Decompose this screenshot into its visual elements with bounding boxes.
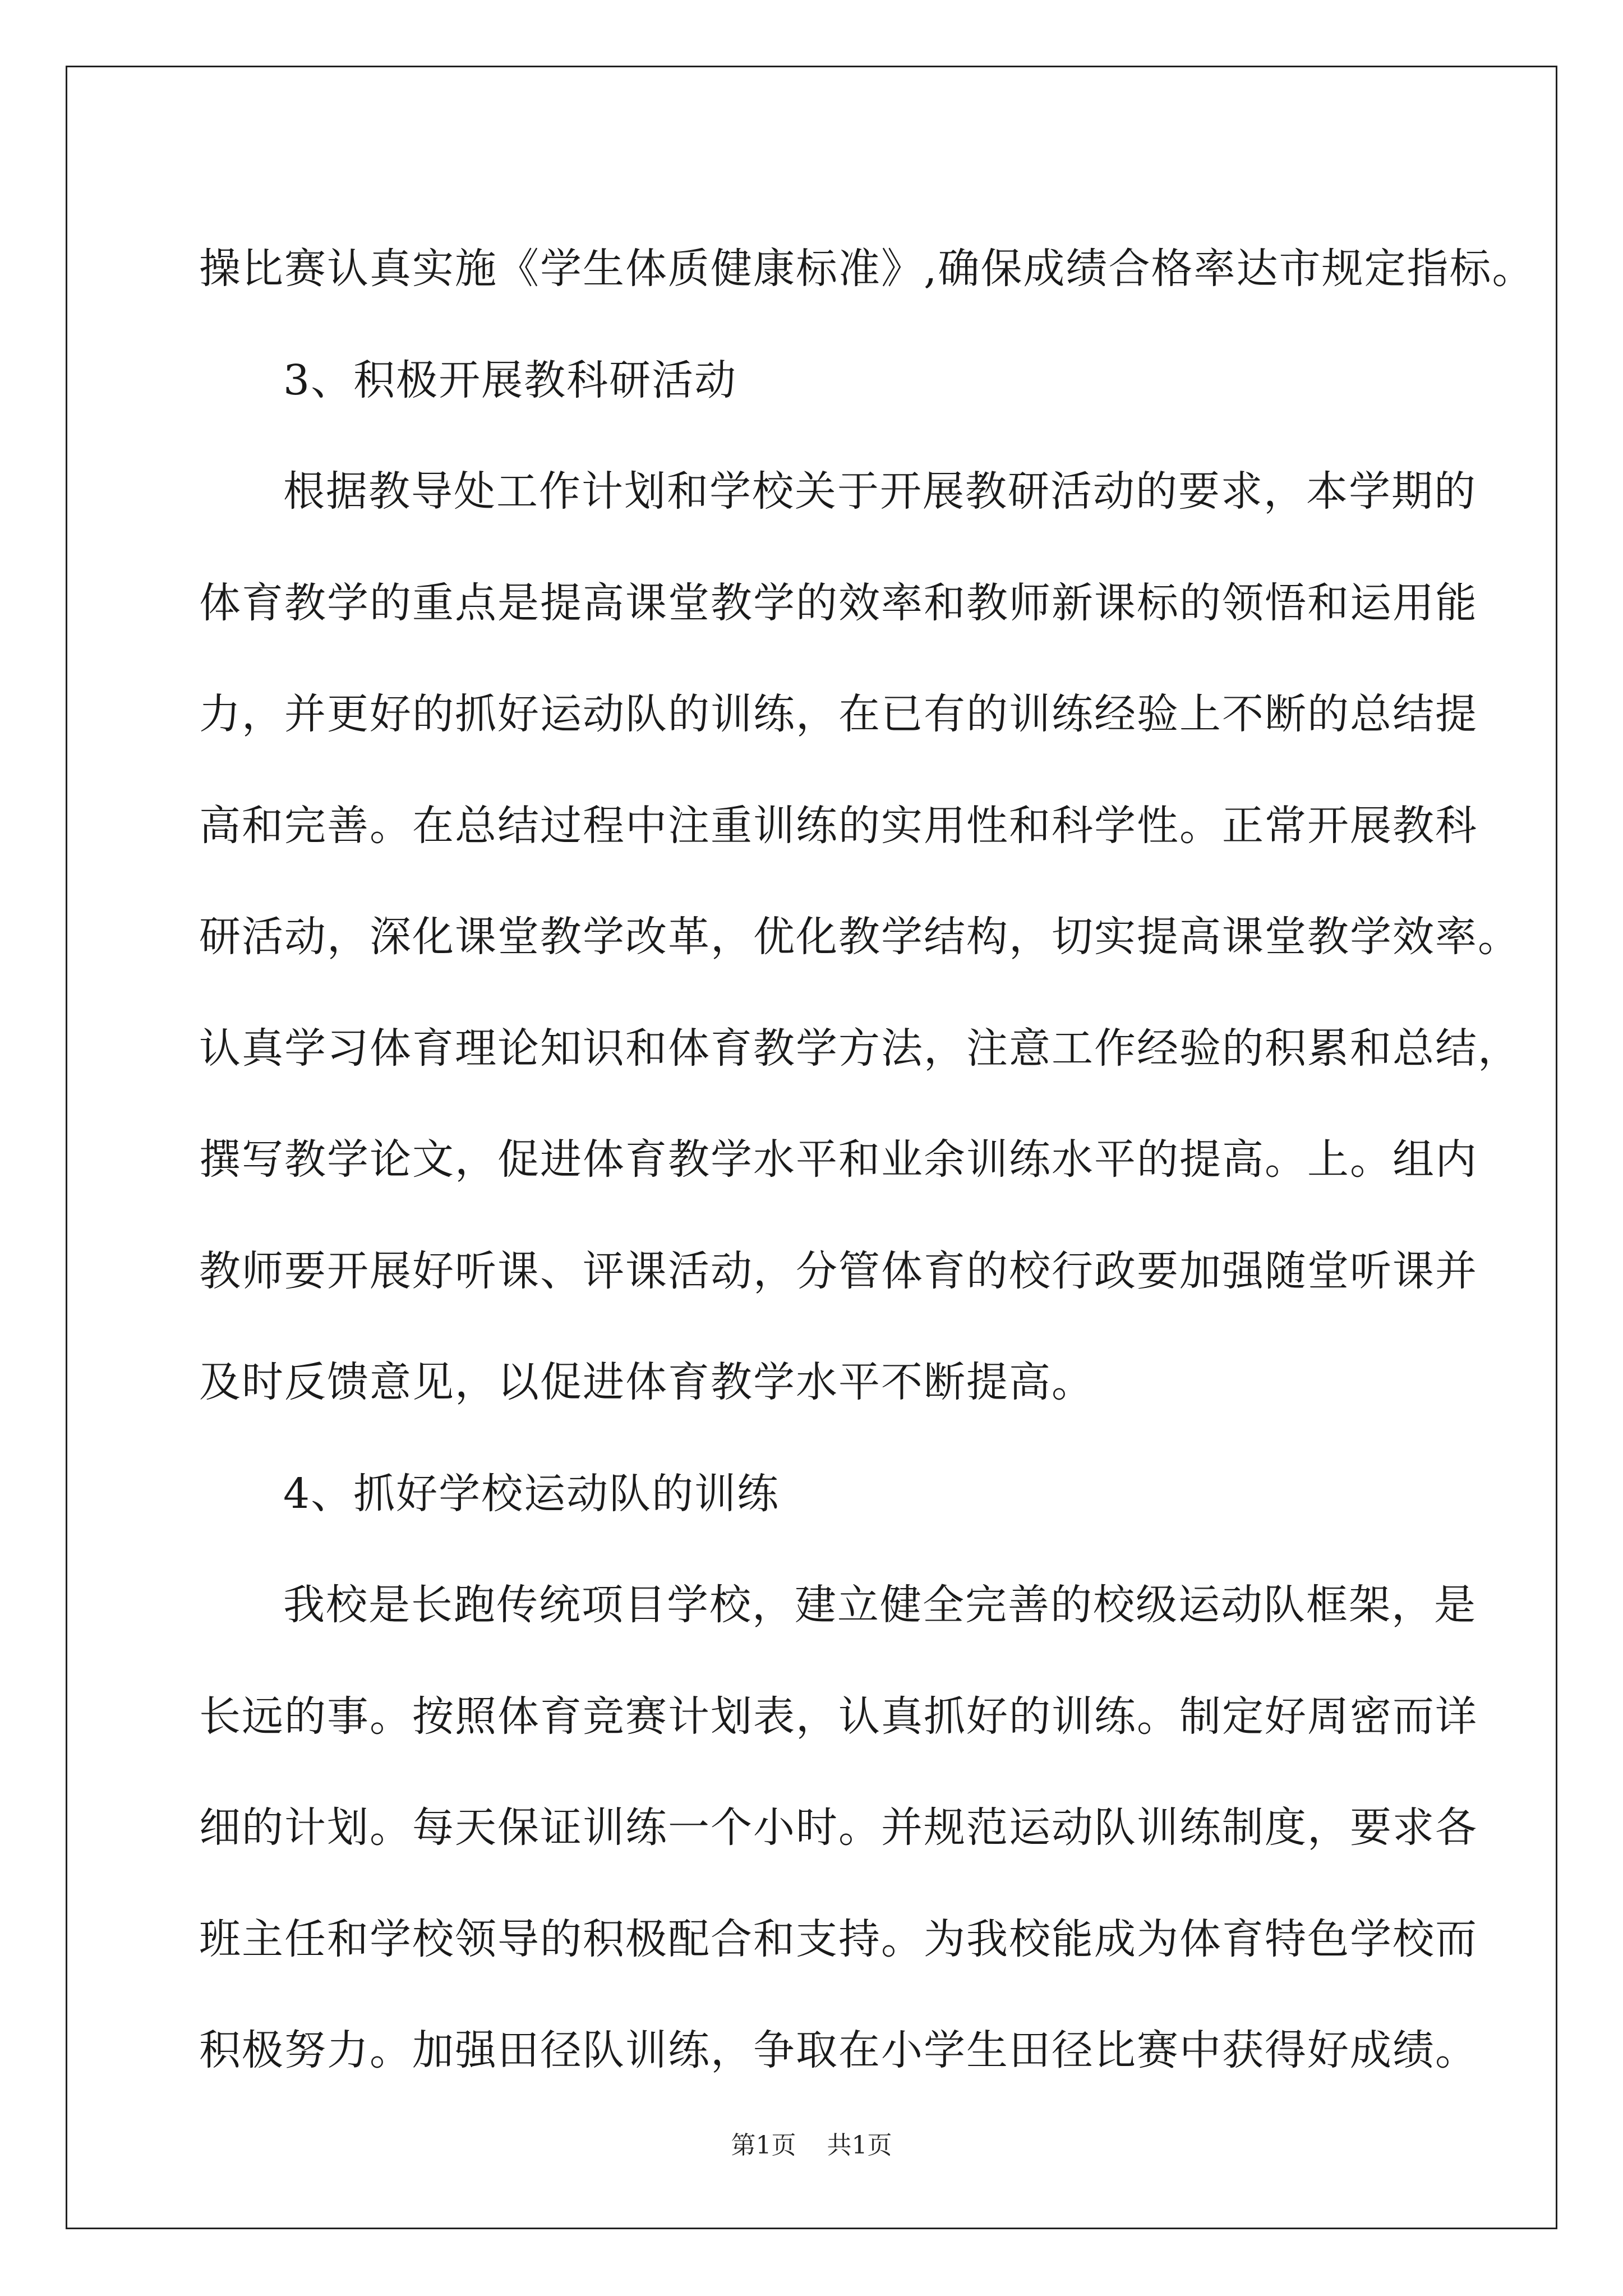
document-body [199,213,1535,2106]
text-line: 及时反馈意见，以促进体育教学水平不断提高。 [199,1358,1094,1406]
text-line: 长远的事。按照体育竞赛计划表，认真抓好的训练。制定好周密而详 [199,1692,1478,1741]
text-line: 撰写教学论文，促进体育教学水平和业余训练水平的提高。上。组内 [199,1135,1478,1184]
text-line: 力，并更好的抓好运动队的训练，在已有的训练经验上不断的总结提 [199,690,1478,738]
text-line: 积极努力。加强田径队训练，争取在小学生田径比赛中获得好成绩。 [199,2026,1478,2074]
page-total: 共1页 [827,2131,892,2160]
text-line: 细的计划。每天保证训练一个小时。并规范运动队训练制度，要求各 [199,1803,1478,1852]
section-heading: 3、积极开展教科研活动 [283,356,737,404]
text-line: 体育教学的重点是提高课堂教学的效率和教师新课标的领悟和运用能 [199,578,1478,627]
page-number: 第1页 [731,2131,796,2160]
page-footer [0,2129,1623,2162]
text-line: 操比赛认真实施《学生体质健康标准》,确保成绩合格率达市规定指标。 [199,245,1535,293]
text-line: 认真学习体育理论知识和体育教学方法，注意工作经验的积累和总结， [199,1024,1520,1073]
section-heading: 4、抓好学校运动队的训练 [283,1469,780,1518]
text-line: 教师要开展好听课、评课活动，分管体育的校行政要加强随堂听课并 [199,1246,1478,1295]
text-line: 我校是长跑传统项目学校，建立健全完善的校级运动队框架，是 [283,1581,1477,1629]
text-line: 研活动，深化课堂教学改革，优化教学结构，切实提高课堂教学效率。 [199,913,1520,961]
text-line: 根据教导处工作计划和学校关于开展教研活动的要求，本学期的 [283,467,1477,516]
text-line: 班主任和学校领导的积极配合和支持。为我校能成为体育特色学校而 [199,1915,1478,1963]
text-line: 高和完善。在总结过程中注重训练的实用性和科学性。正常开展教科 [199,801,1478,850]
